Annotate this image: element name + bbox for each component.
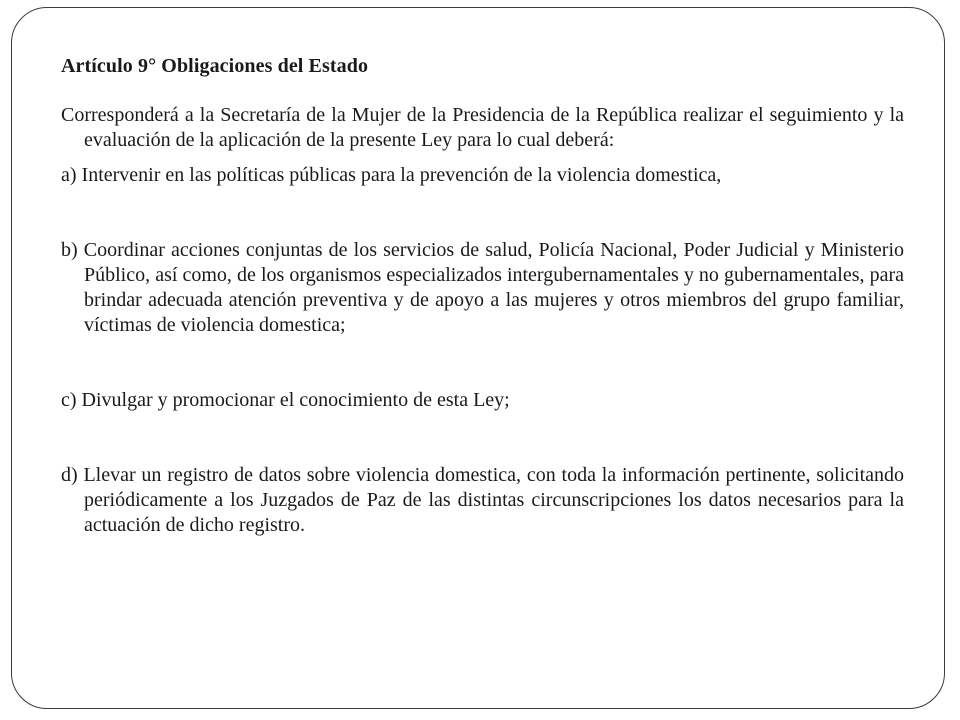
item-c-paragraph: c) Divulgar y promocionar el conocimiento de esta Ley; [61,389,510,411]
article-heading: Artículo 9° Obligaciones del Estado [61,55,369,77]
document-body [61,54,904,548]
item-b-paragraph: b) Coordinar acciones conjuntas de los servicios de salud, Policía Nacional, Poder Judicial y Ministerio Público, así como, de los organismos especializados intergubernamentales y no gubernamentales, para brindar adecuada atención preventiva y de apoyo a las mujeres y otros miembros del grupo familiar, víctimas de violencia domestica; [61,239,904,336]
item-a-paragraph: a) Intervenir en las políticas públicas para la prevención de la violencia domestica, [61,164,722,186]
intro-paragraph: Corresponderá a la Secretaría de la Mujer de la Presidencia de la República realizar el seguimiento y la evaluación de la aplicación de la presente Ley para lo cual deberá: [61,104,904,151]
item-d-paragraph: d) Llevar un registro de datos sobre violencia domestica, con toda la información pertinente, solicitando periódicamente a los Juzgados de Paz de las distintas circunscripciones los datos necesarios para la actuación de dicho registro. [61,464,904,536]
